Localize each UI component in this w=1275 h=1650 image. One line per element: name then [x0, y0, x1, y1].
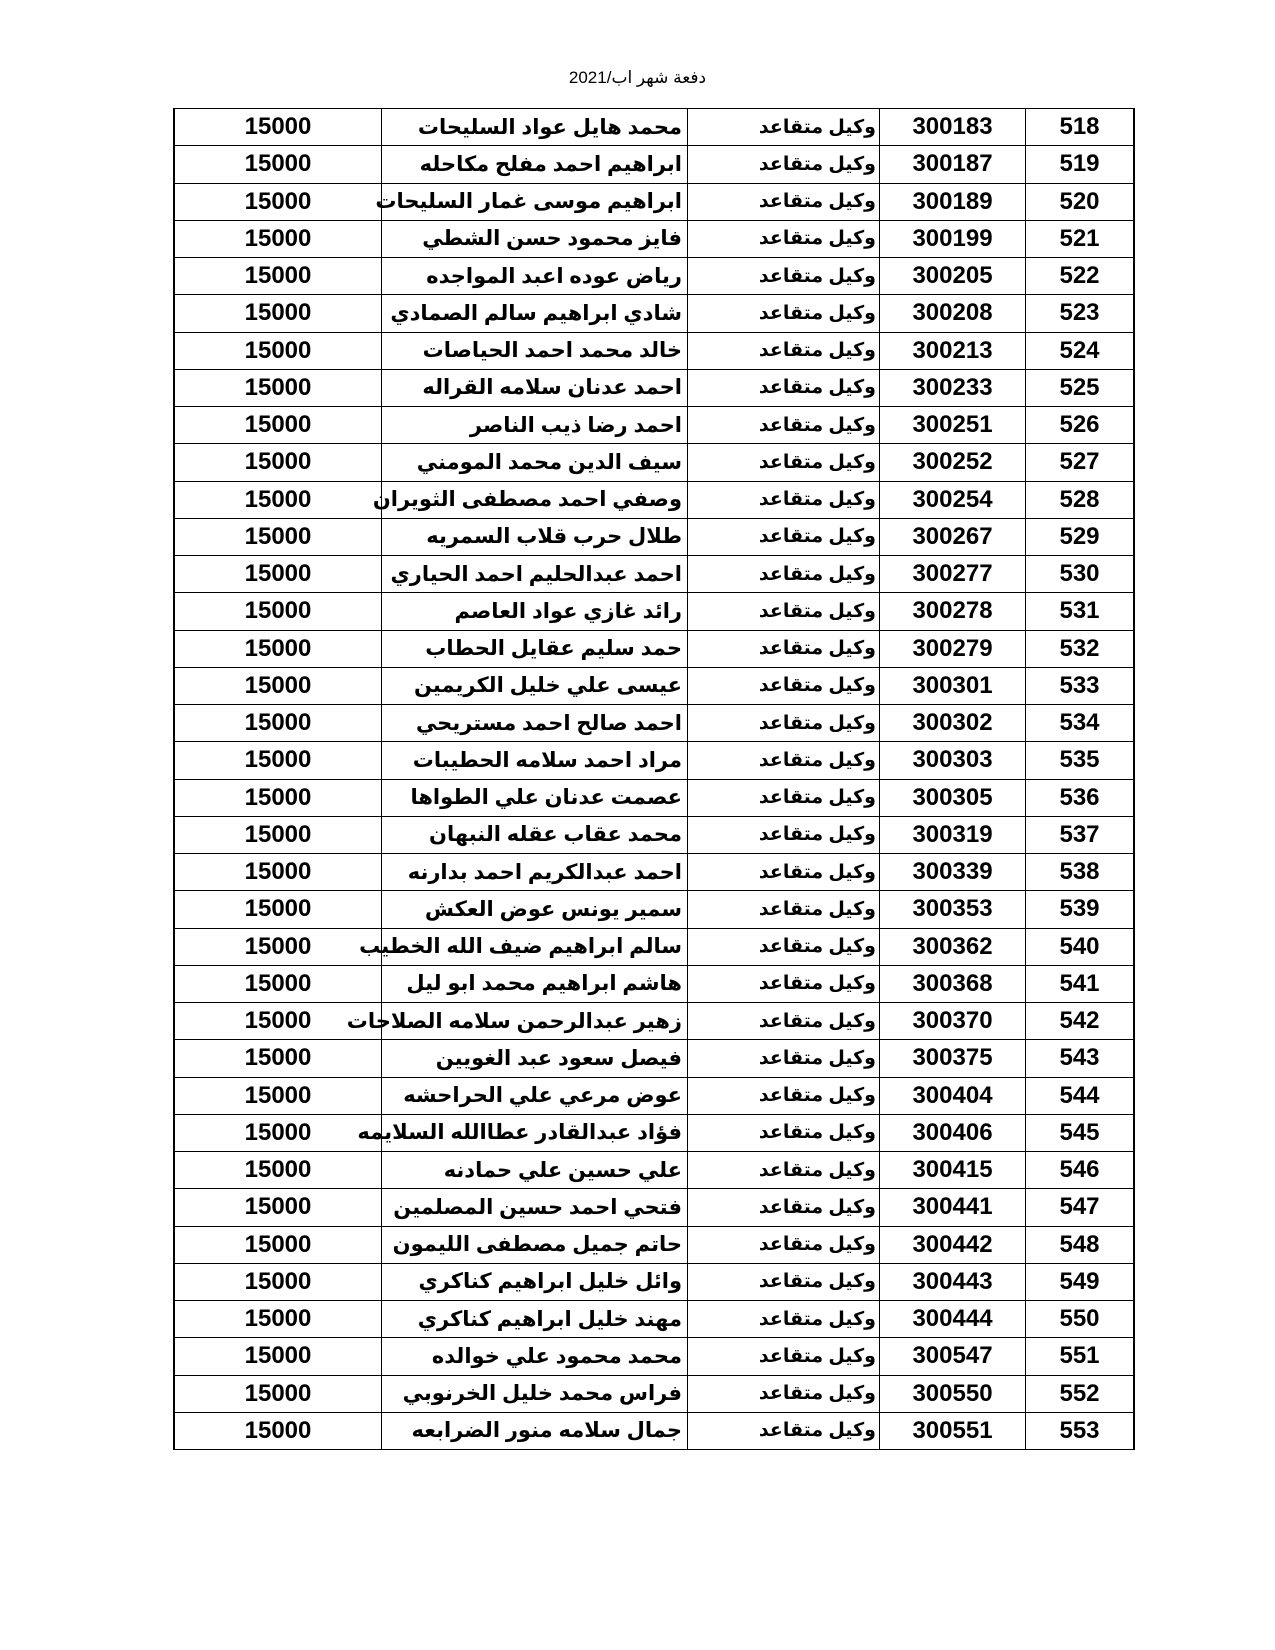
table-row [174, 1412, 1134, 1449]
table-row [174, 630, 1134, 667]
id-number-cell: 300251 [880, 407, 1026, 444]
id-number-cell: 300547 [880, 1338, 1026, 1375]
rank-cell: وكيل متقاعد [688, 332, 880, 369]
name-cell: فايز محمود حسن الشطي [382, 220, 688, 257]
table-row [174, 556, 1134, 593]
table-row [174, 816, 1134, 853]
id-number-cell: 300404 [880, 1077, 1026, 1114]
amount-cell: 15000 [174, 109, 382, 146]
rank-cell: وكيل متقاعد [688, 1077, 880, 1114]
table-row [174, 220, 1134, 257]
amount-cell: 15000 [174, 1152, 382, 1189]
name-cell: حاتم جميل مصطفى الليمون [382, 1226, 688, 1263]
id-number-cell: 300441 [880, 1189, 1026, 1226]
sequence-number-cell: 552 [1026, 1375, 1135, 1412]
sequence-number-cell: 518 [1026, 109, 1135, 146]
sequence-number-cell: 520 [1026, 183, 1135, 220]
table-row [174, 1226, 1134, 1263]
id-number-cell: 300302 [880, 705, 1026, 742]
rank-cell: وكيل متقاعد [688, 1189, 880, 1226]
amount-cell: 15000 [174, 1040, 382, 1077]
id-number-cell: 300339 [880, 854, 1026, 891]
name-cell: مهند خليل ابراهيم كناكري [382, 1301, 688, 1338]
table-row [174, 1189, 1134, 1226]
amount-cell: 15000 [174, 1301, 382, 1338]
amount-cell: 15000 [174, 444, 382, 481]
id-number-cell: 300551 [880, 1412, 1026, 1449]
rank-cell: وكيل متقاعد [688, 742, 880, 779]
amount-cell: 15000 [174, 332, 382, 369]
name-cell: محمد محمود علي خوالده [382, 1338, 688, 1375]
table-row [174, 1114, 1134, 1151]
amount-cell: 15000 [174, 1114, 382, 1151]
name-cell: احمد عبدالكريم احمد بدارنه [382, 854, 688, 891]
sequence-number-cell: 536 [1026, 779, 1135, 816]
table-row [174, 1375, 1134, 1412]
sequence-number-cell: 523 [1026, 295, 1135, 332]
payment-roster-table [173, 108, 1135, 1450]
id-number-cell: 300406 [880, 1114, 1026, 1151]
table-row [174, 1003, 1134, 1040]
table-row [174, 742, 1134, 779]
amount-cell: 15000 [174, 556, 382, 593]
amount-cell: 15000 [174, 220, 382, 257]
rank-cell: وكيل متقاعد [688, 369, 880, 406]
id-number-cell: 300208 [880, 295, 1026, 332]
sequence-number-cell: 534 [1026, 705, 1135, 742]
name-cell: سيف الدين محمد المومني [382, 444, 688, 481]
sequence-number-cell: 544 [1026, 1077, 1135, 1114]
sequence-number-cell: 542 [1026, 1003, 1135, 1040]
id-number-cell: 300443 [880, 1263, 1026, 1300]
amount-cell: 15000 [174, 295, 382, 332]
table-row [174, 1301, 1134, 1338]
amount-cell: 15000 [174, 1375, 382, 1412]
amount-cell: 15000 [174, 1189, 382, 1226]
sequence-number-cell: 538 [1026, 854, 1135, 891]
amount-cell: 15000 [174, 1412, 382, 1449]
table-row [174, 705, 1134, 742]
table-row [174, 779, 1134, 816]
sequence-number-cell: 545 [1026, 1114, 1135, 1151]
name-cell: خالد محمد احمد الحياصات [382, 332, 688, 369]
id-number-cell: 300267 [880, 518, 1026, 555]
rank-cell: وكيل متقاعد [688, 1040, 880, 1077]
name-cell: عيسى علي خليل الكريمين [382, 667, 688, 704]
name-cell: علي حسين علي حمادنه [382, 1152, 688, 1189]
id-number-cell: 300187 [880, 146, 1026, 183]
rank-cell: وكيل متقاعد [688, 965, 880, 1002]
rank-cell: وكيل متقاعد [688, 779, 880, 816]
table-row [174, 965, 1134, 1002]
rank-cell: وكيل متقاعد [688, 1003, 880, 1040]
name-cell: رياض عوده اعبد المواجده [382, 258, 688, 295]
rank-cell: وكيل متقاعد [688, 1412, 880, 1449]
sequence-number-cell: 540 [1026, 928, 1135, 965]
sequence-number-cell: 543 [1026, 1040, 1135, 1077]
table-row [174, 593, 1134, 630]
id-number-cell: 300252 [880, 444, 1026, 481]
name-cell: عصمت عدنان علي الطواها [382, 779, 688, 816]
rank-cell: وكيل متقاعد [688, 556, 880, 593]
amount-cell: 15000 [174, 779, 382, 816]
amount-cell: 15000 [174, 481, 382, 518]
id-number-cell: 300442 [880, 1226, 1026, 1263]
name-cell: حمد سليم عقايل الحطاب [382, 630, 688, 667]
table-row [174, 332, 1134, 369]
rank-cell: وكيل متقاعد [688, 816, 880, 853]
sequence-number-cell: 535 [1026, 742, 1135, 779]
amount-cell: 15000 [174, 1263, 382, 1300]
sequence-number-cell: 553 [1026, 1412, 1135, 1449]
sequence-number-cell: 533 [1026, 667, 1135, 704]
rank-cell: وكيل متقاعد [688, 593, 880, 630]
table-row [174, 481, 1134, 518]
name-cell: فيصل سعود عبد الغويين [382, 1040, 688, 1077]
name-cell: ابراهيم موسى غمار السليحات [382, 183, 688, 220]
rank-cell: وكيل متقاعد [688, 295, 880, 332]
amount-cell: 15000 [174, 742, 382, 779]
rank-cell: وكيل متقاعد [688, 891, 880, 928]
table-row [174, 183, 1134, 220]
name-cell: احمد عدنان سلامه القراله [382, 369, 688, 406]
amount-cell: 15000 [174, 705, 382, 742]
name-cell: ابراهيم احمد مفلح مكاحله [382, 146, 688, 183]
sequence-number-cell: 525 [1026, 369, 1135, 406]
amount-cell: 15000 [174, 146, 382, 183]
amount-cell: 15000 [174, 369, 382, 406]
table-row [174, 1077, 1134, 1114]
rank-cell: وكيل متقاعد [688, 1226, 880, 1263]
rank-cell: وكيل متقاعد [688, 630, 880, 667]
sequence-number-cell: 524 [1026, 332, 1135, 369]
id-number-cell: 300415 [880, 1152, 1026, 1189]
page-title: دفعة شهر اب/2021 [568, 68, 707, 87]
sequence-number-cell: 531 [1026, 593, 1135, 630]
id-number-cell: 300183 [880, 109, 1026, 146]
rank-cell: وكيل متقاعد [688, 854, 880, 891]
rank-cell: وكيل متقاعد [688, 1301, 880, 1338]
id-number-cell: 300213 [880, 332, 1026, 369]
table-row [174, 518, 1134, 555]
id-number-cell: 300305 [880, 779, 1026, 816]
rank-cell: وكيل متقاعد [688, 928, 880, 965]
roster-body [174, 109, 1134, 1450]
table-row [174, 928, 1134, 965]
amount-cell: 15000 [174, 891, 382, 928]
sequence-number-cell: 551 [1026, 1338, 1135, 1375]
name-cell: احمد صالح احمد مستريحي [382, 705, 688, 742]
table-row [174, 369, 1134, 406]
id-number-cell: 300444 [880, 1301, 1026, 1338]
amount-cell: 15000 [174, 1338, 382, 1375]
id-number-cell: 300277 [880, 556, 1026, 593]
rank-cell: وكيل متقاعد [688, 1263, 880, 1300]
amount-cell: 15000 [174, 816, 382, 853]
rank-cell: وكيل متقاعد [688, 183, 880, 220]
name-cell: سالم ابراهيم ضيف الله الخطيب [382, 928, 688, 965]
rank-cell: وكيل متقاعد [688, 146, 880, 183]
rank-cell: وكيل متقاعد [688, 667, 880, 704]
rank-cell: وكيل متقاعد [688, 705, 880, 742]
amount-cell: 15000 [174, 183, 382, 220]
name-cell: عوض مرعي علي الحراحشه [382, 1077, 688, 1114]
sequence-number-cell: 532 [1026, 630, 1135, 667]
id-number-cell: 300353 [880, 891, 1026, 928]
amount-cell: 15000 [174, 518, 382, 555]
sequence-number-cell: 539 [1026, 891, 1135, 928]
id-number-cell: 300199 [880, 220, 1026, 257]
name-cell: هاشم ابراهيم محمد ابو ليل [382, 965, 688, 1002]
amount-cell: 15000 [174, 854, 382, 891]
rank-cell: وكيل متقاعد [688, 1338, 880, 1375]
amount-cell: 15000 [174, 928, 382, 965]
name-cell: فؤاد عبدالقادر عطاالله السلايمه [382, 1114, 688, 1151]
id-number-cell: 300362 [880, 928, 1026, 965]
id-number-cell: 300278 [880, 593, 1026, 630]
amount-cell: 15000 [174, 258, 382, 295]
table-row [174, 854, 1134, 891]
amount-cell: 15000 [174, 1226, 382, 1263]
rank-cell: وكيل متقاعد [688, 109, 880, 146]
sequence-number-cell: 537 [1026, 816, 1135, 853]
rank-cell: وكيل متقاعد [688, 481, 880, 518]
name-cell: شادي ابراهيم سالم الصمادي [382, 295, 688, 332]
name-cell: جمال سلامه منور الضرابعه [382, 1412, 688, 1449]
name-cell: احمد عبدالحليم احمد الحياري [382, 556, 688, 593]
rank-cell: وكيل متقاعد [688, 220, 880, 257]
rank-cell: وكيل متقاعد [688, 444, 880, 481]
name-cell: محمد هايل عواد السليحات [382, 109, 688, 146]
sequence-number-cell: 549 [1026, 1263, 1135, 1300]
amount-cell: 15000 [174, 593, 382, 630]
name-cell: محمد عقاب عقله النبهان [382, 816, 688, 853]
sequence-number-cell: 546 [1026, 1152, 1135, 1189]
rank-cell: وكيل متقاعد [688, 1375, 880, 1412]
sequence-number-cell: 529 [1026, 518, 1135, 555]
id-number-cell: 300303 [880, 742, 1026, 779]
table-row [174, 146, 1134, 183]
table-row [174, 1152, 1134, 1189]
sequence-number-cell: 521 [1026, 220, 1135, 257]
amount-cell: 15000 [174, 1077, 382, 1114]
amount-cell: 15000 [174, 1003, 382, 1040]
table-row [174, 1338, 1134, 1375]
id-number-cell: 300254 [880, 481, 1026, 518]
sequence-number-cell: 530 [1026, 556, 1135, 593]
rank-cell: وكيل متقاعد [688, 1152, 880, 1189]
name-cell: فتحي احمد حسين المصلمين [382, 1189, 688, 1226]
id-number-cell: 300375 [880, 1040, 1026, 1077]
amount-cell: 15000 [174, 965, 382, 1002]
id-number-cell: 300279 [880, 630, 1026, 667]
table-row [174, 444, 1134, 481]
table-row [174, 1040, 1134, 1077]
id-number-cell: 300550 [880, 1375, 1026, 1412]
name-cell: وصفي احمد مصطفى الثويران [382, 481, 688, 518]
sequence-number-cell: 522 [1026, 258, 1135, 295]
table-row [174, 109, 1134, 146]
table-row [174, 258, 1134, 295]
amount-cell: 15000 [174, 407, 382, 444]
id-number-cell: 300368 [880, 965, 1026, 1002]
name-cell: مراد احمد سلامه الحطيبات [382, 742, 688, 779]
name-cell: احمد رضا ذيب الناصر [382, 407, 688, 444]
amount-cell: 15000 [174, 667, 382, 704]
name-cell: طلال حرب قلاب السمريه [382, 518, 688, 555]
table-row [174, 407, 1134, 444]
table-row [174, 295, 1134, 332]
name-cell: وائل خليل ابراهيم كناكري [382, 1263, 688, 1300]
name-cell: فراس محمد خليل الخرنوبي [382, 1375, 688, 1412]
rank-cell: وكيل متقاعد [688, 518, 880, 555]
sequence-number-cell: 526 [1026, 407, 1135, 444]
id-number-cell: 300370 [880, 1003, 1026, 1040]
table-row [174, 1263, 1134, 1300]
sequence-number-cell: 548 [1026, 1226, 1135, 1263]
id-number-cell: 300205 [880, 258, 1026, 295]
name-cell: سمير يونس عوض العكش [382, 891, 688, 928]
id-number-cell: 300301 [880, 667, 1026, 704]
amount-cell: 15000 [174, 630, 382, 667]
id-number-cell: 300233 [880, 369, 1026, 406]
name-cell: رائد غازي عواد العاصم [382, 593, 688, 630]
sequence-number-cell: 519 [1026, 146, 1135, 183]
rank-cell: وكيل متقاعد [688, 407, 880, 444]
sequence-number-cell: 527 [1026, 444, 1135, 481]
sequence-number-cell: 547 [1026, 1189, 1135, 1226]
table-row [174, 891, 1134, 928]
id-number-cell: 300319 [880, 816, 1026, 853]
sequence-number-cell: 528 [1026, 481, 1135, 518]
rank-cell: وكيل متقاعد [688, 1114, 880, 1151]
sequence-number-cell: 541 [1026, 965, 1135, 1002]
id-number-cell: 300189 [880, 183, 1026, 220]
rank-cell: وكيل متقاعد [688, 258, 880, 295]
name-cell: زهير عبدالرحمن سلامه الصلاحات [382, 1003, 688, 1040]
sequence-number-cell: 550 [1026, 1301, 1135, 1338]
table-row [174, 667, 1134, 704]
